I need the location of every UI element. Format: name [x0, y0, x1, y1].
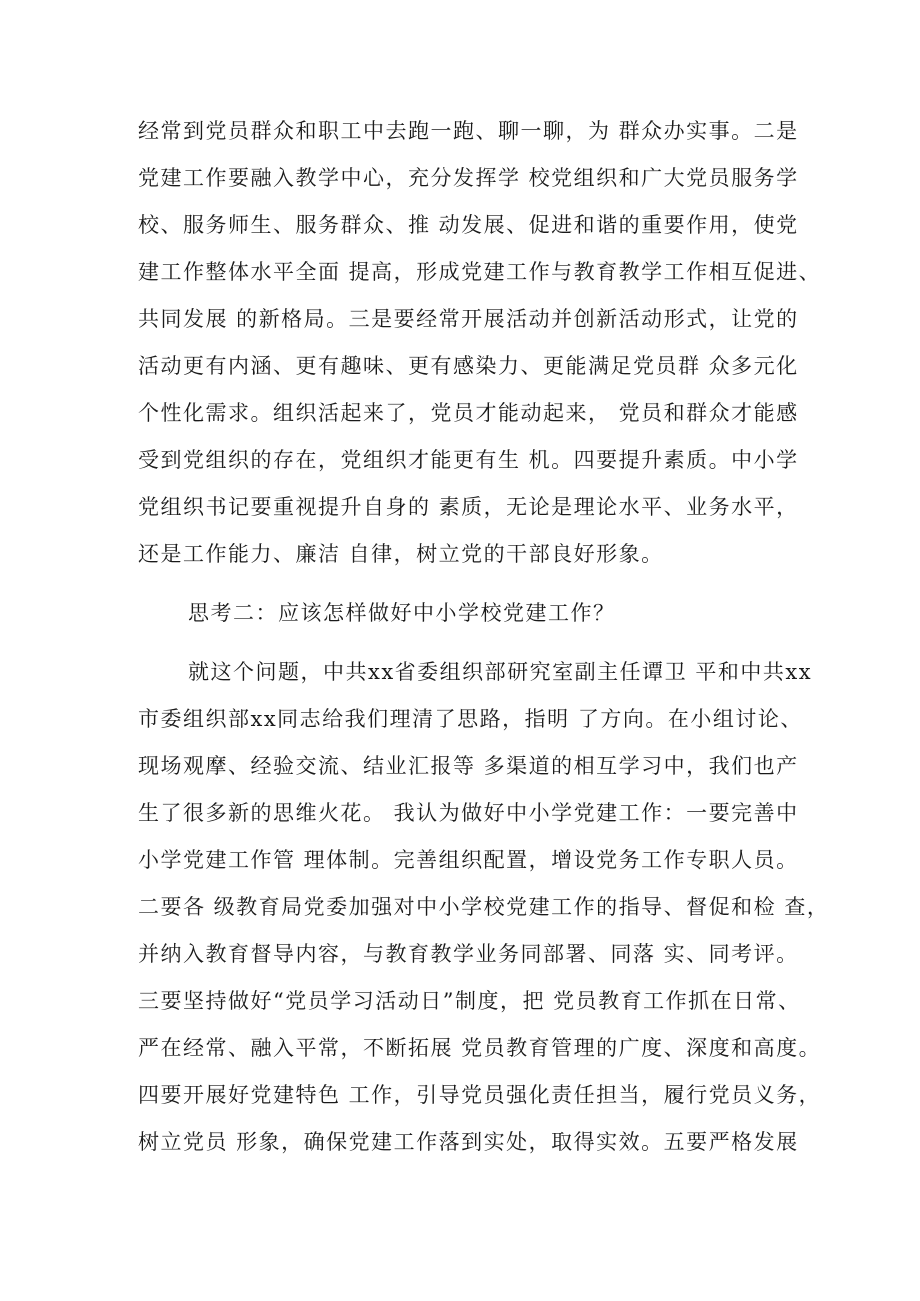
text-line: 活动更有内涵、更有趣味、更有感染力、更能满足党员群 众多元化	[138, 354, 799, 378]
text-line: 树立党员 形象，确保党建工作落到实处，取得实效。五要严格发展	[138, 1130, 799, 1154]
text-line: 共同发展 的新格局。三是要经常开展活动并创新活动形式，让党的	[138, 307, 799, 331]
text-line: 校、服务师生、服务群众、推 动发展、促进和谐的重要作用，使党	[138, 213, 799, 237]
text-line: 现场观摩、经验交流、结业汇报等 多渠道的相互学习中，我们也产	[138, 754, 799, 778]
text-line: 并纳入教育督导内容，与教育教学业务同部署、同落 实、同考评。	[138, 942, 799, 966]
text-line: 还是工作能力、廉洁 自律，树立党的干部良好形象。	[138, 542, 664, 566]
text-line: 受到党组织的存在，党组织才能更有生 机。四要提升素质。中小学	[138, 448, 799, 472]
text-line: 三要坚持做好“党员学习活动日”制度，把 党员教育工作抓在日常、	[138, 989, 801, 1013]
text-line: 二要各 级教育局党委加强对中小学校党建工作的指导、督促和检 查，	[138, 895, 830, 919]
text-line: 建工作整体水平全面 提高，形成党建工作与教育教学工作相互促进、	[138, 260, 822, 284]
text-line: 市委组织部xx同志给我们理清了思路，指明 了方向。在小组讨论、	[138, 707, 803, 731]
text-line: 生了很多新的思维火花。 我认为做好中小学党建工作：一要完善中	[138, 801, 799, 825]
text-line: 四要开展好党建特色 工作，引导党员强化责任担当，履行党员义务，	[138, 1083, 822, 1107]
text-line: 经常到党员群众和职工中去跑一跑、聊一聊，为 群众办实事。二是	[138, 119, 799, 143]
section-heading: 思考二：应该怎样做好中小学校党建工作？	[188, 601, 616, 625]
text-line: 党组织书记要重视提升自身的 素质，无论是理论水平、业务水平，	[138, 495, 799, 519]
text-line: 严在经常、融入平常，不断拓展 党员教育管理的广度、深度和高度。	[138, 1036, 822, 1060]
text-line: 小学党建工作管 理体制。完善组织配置，增设党务工作专职人员。	[138, 848, 799, 872]
text-line: 党建工作要融入教学中心，充分发挥学 校党组织和广大党员服务学	[138, 166, 799, 190]
text-line: 个性化需求。组织活起来了，党员才能动起来， 党员和群众才能感	[138, 401, 799, 425]
text-line: 就这个问题，中共xx省委组织部研究室副主任谭卫 平和中共xx	[188, 660, 813, 684]
